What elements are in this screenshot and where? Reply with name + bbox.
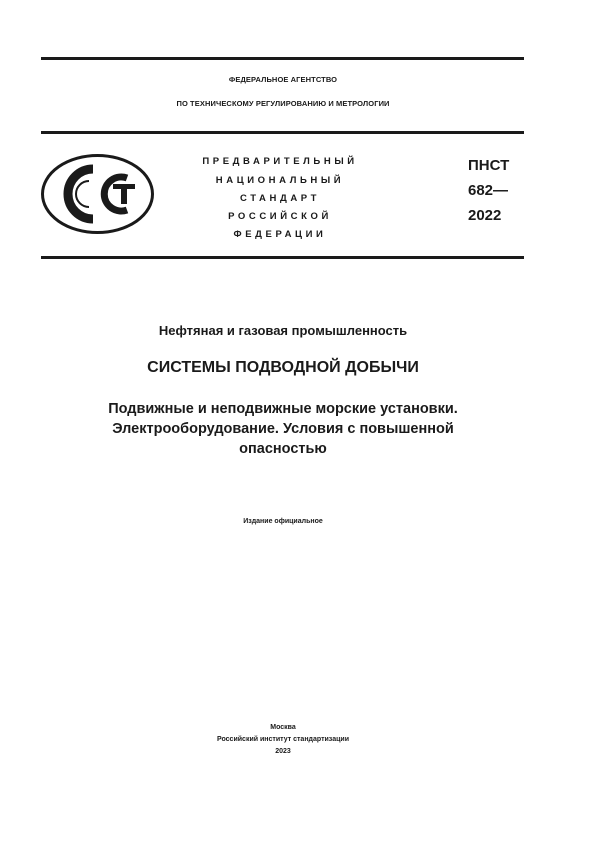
subtitle-line-1: Подвижные и неподвижные морские установки.: [108, 401, 458, 417]
imprint-year: 2023: [275, 748, 291, 755]
imprint-publisher: Российский институт стандартизации: [216, 736, 349, 743]
document-main-title: СИСТЕМЫ ПОДВОДНОЙ ДОБЫЧИ: [147, 359, 419, 376]
subtitle-line-3: опасностью: [239, 441, 327, 457]
edition-label: Издание официальное: [243, 518, 323, 525]
document-subtitle: [40, 399, 526, 459]
industry-title: Нефтяная и газовая промышленность: [158, 323, 408, 338]
top-rule: [41, 57, 524, 60]
standard-type-line-2: НАЦИОНАЛЬНЫЙ: [215, 175, 345, 186]
standard-type-line-4: РОССИЙСКОЙ: [228, 211, 332, 222]
standard-type-line-1: ПРЕДВАРИТЕЛЬНЫЙ: [202, 156, 358, 167]
gost-r-emblem-icon: [41, 154, 154, 234]
standard-code-number: 682—: [468, 182, 509, 199]
agency-name-line-1: ФЕДЕРАЛЬНОЕ АГЕНТСТВО: [228, 75, 338, 84]
middle-rule: [41, 131, 524, 134]
imprint-city: Москва: [270, 724, 296, 731]
agency-name-line-2: ПО ТЕХНИЧЕСКОМУ РЕГУЛИРОВАНИЮ И МЕТРОЛОГИИ: [176, 99, 390, 108]
subtitle-line-2: Электрооборудование. Условия с повышенной: [112, 421, 454, 437]
bottom-rule: [41, 256, 524, 259]
standard-code-year: 2022: [468, 207, 502, 224]
standard-type-line-5: ФЕДЕРАЦИИ: [233, 229, 327, 240]
standard-type-line-3: СТАНДАРТ: [240, 193, 320, 204]
standard-code-prefix: ПНСТ: [468, 157, 510, 174]
